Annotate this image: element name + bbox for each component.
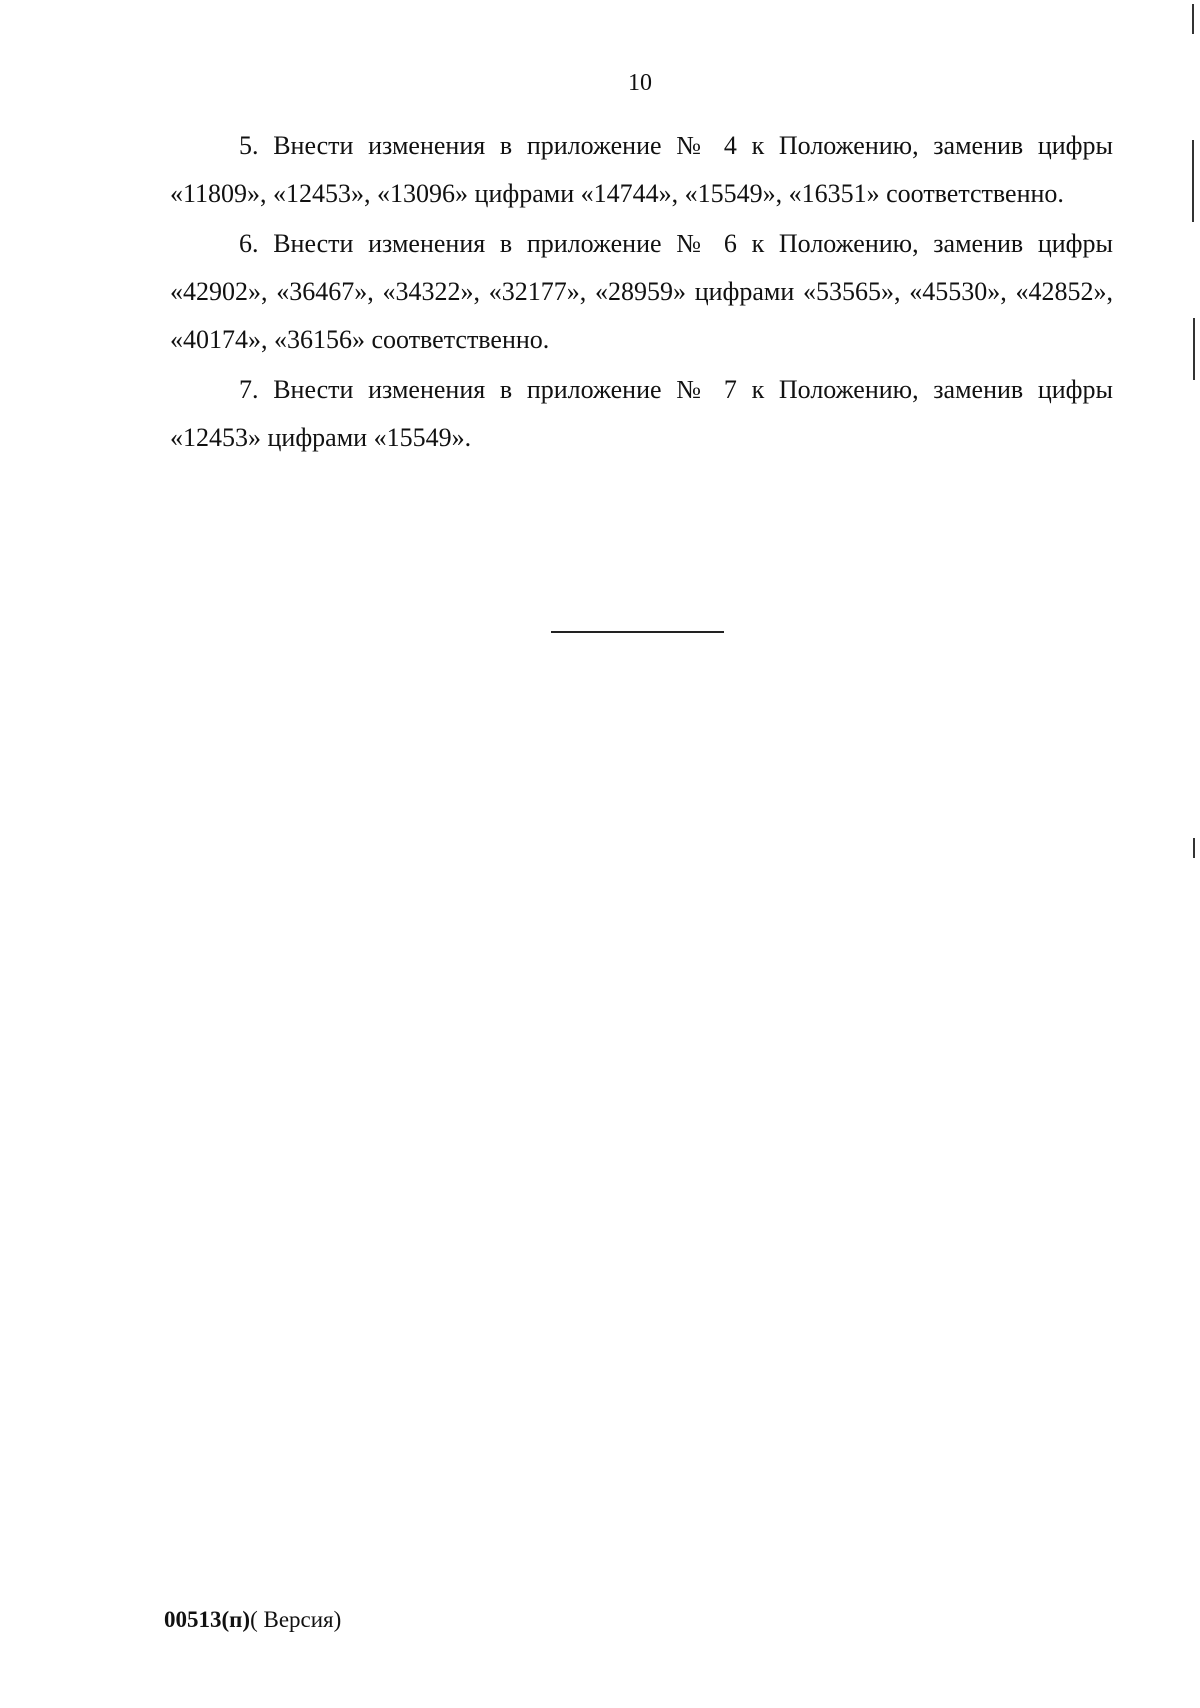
paragraph-item-5: 5. Внести изменения в приложение № 4 к Положению, заменив цифры «11809», «12453», «13096» цифрами «14744», «15549», «16351» соответственно. xyxy=(170,131,1113,208)
document-body xyxy=(170,122,1113,464)
binding-edge-mark xyxy=(1192,4,1194,34)
footer-document-code xyxy=(164,1606,341,1634)
document-code: 00513(п) xyxy=(164,1607,251,1632)
binding-edge-mark xyxy=(1193,838,1195,858)
document-version: ( Версия) xyxy=(250,1607,342,1632)
binding-edge-mark xyxy=(1192,140,1194,222)
page-number: 10 xyxy=(628,70,652,96)
binding-edge-mark xyxy=(1193,318,1195,380)
paragraph-item-7: 7. Внести изменения в приложение № 7 к Положению, заменив цифры «12453» цифрами «15549». xyxy=(170,375,1113,452)
end-separator-line xyxy=(551,631,724,633)
paragraph-item-6: 6. Внести изменения в приложение № 6 к Положению, заменив цифры «42902», «36467», «34322», «32177», «28959» цифрами «53565», «45530», «42852», «40174», «36156» соответственно. xyxy=(170,229,1113,354)
